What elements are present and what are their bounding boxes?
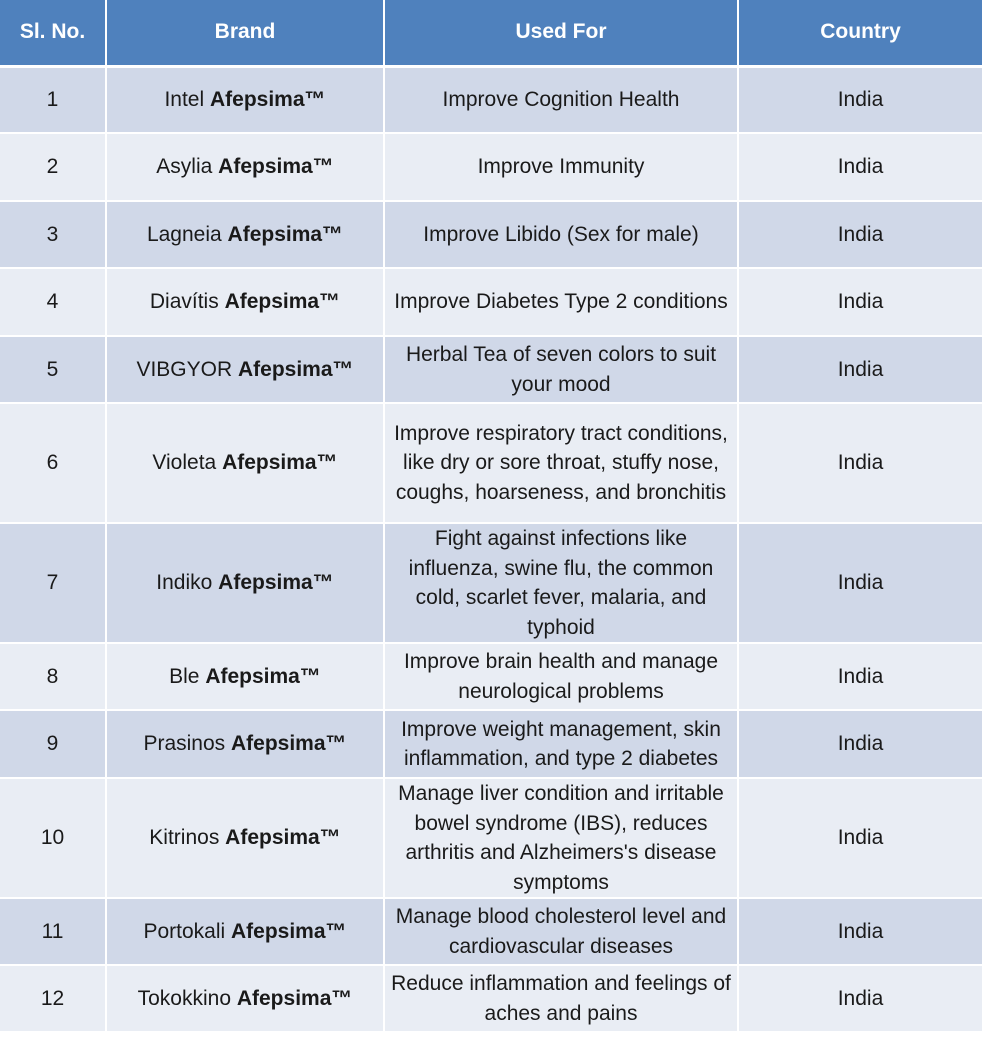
cell-sl-no: 7 [0, 523, 106, 643]
cell-country: India [738, 201, 982, 268]
cell-country: India [738, 66, 982, 133]
cell-sl-no: 2 [0, 133, 106, 201]
cell-used-for: Reduce inflammation and feelings of aches and pains [384, 965, 738, 1032]
cell-sl-no: 6 [0, 403, 106, 523]
cell-used-for: Herbal Tea of seven colors to suit your mood [384, 336, 738, 403]
cell-sl-no: 4 [0, 268, 106, 336]
cell-brand [106, 643, 384, 710]
cell-used-for: Manage liver condition and irritable bowel syndrome (IBS), reduces arthritis and Alzheimers's disease symptoms [384, 778, 738, 898]
brand-prefix: VIBGYOR [136, 357, 233, 381]
brand-prefix: Lagneia [146, 222, 222, 246]
brand-suffix: Afepsima™ [227, 222, 344, 246]
table-row [0, 523, 982, 643]
cell-brand [106, 965, 384, 1032]
table-row [0, 133, 982, 201]
table-row [0, 898, 982, 965]
cell-country: India [738, 403, 982, 523]
cell-brand [106, 898, 384, 965]
cell-brand [106, 133, 384, 201]
cell-brand [106, 336, 384, 403]
brand-suffix: Afepsima™ [224, 290, 341, 314]
cell-sl-no: 3 [0, 201, 106, 268]
brand-suffix: Afepsima™ [231, 732, 347, 756]
cell-sl-no: 11 [0, 898, 106, 965]
cell-sl-no: 1 [0, 66, 106, 133]
header-used-for: Used For [384, 0, 738, 66]
table-row [0, 710, 982, 778]
cell-sl-no: 5 [0, 336, 106, 403]
header-country: Country [738, 0, 982, 66]
table-row [0, 268, 982, 336]
cell-used-for: Improve Libido (Sex for male) [384, 201, 738, 268]
brand-prefix: Diavítis [149, 290, 219, 314]
cell-country: India [738, 778, 982, 898]
brand-prefix: Kitrinos [149, 826, 220, 850]
cell-brand [106, 523, 384, 643]
cell-used-for: Fight against infections like influenza, swine flu, the common cold, scarlet fever, malaria, and typhoid [384, 523, 738, 643]
cell-country: India [738, 523, 982, 643]
header-row [0, 0, 982, 66]
header-brand: Brand [106, 0, 384, 66]
table-row [0, 336, 982, 403]
cell-brand [106, 710, 384, 778]
cell-country: India [738, 898, 982, 965]
brand-suffix: Afepsima™ [210, 88, 326, 111]
cell-used-for: Improve brain health and manage neurological problems [384, 643, 738, 710]
cell-sl-no: 8 [0, 643, 106, 710]
cell-country: India [738, 965, 982, 1032]
cell-country: India [738, 336, 982, 403]
brand-prefix: Prasinos [143, 732, 226, 756]
cell-sl-no: 10 [0, 778, 106, 898]
brand-suffix: Afepsima™ [236, 986, 353, 1010]
cell-brand [106, 268, 384, 336]
brand-prefix: Indiko [156, 571, 213, 595]
table-row [0, 201, 982, 268]
table-row [0, 403, 982, 523]
cell-brand [106, 201, 384, 268]
cell-used-for: Improve Diabetes Type 2 conditions [384, 268, 738, 336]
cell-used-for: Improve Immunity [384, 133, 738, 201]
brand-suffix: Afepsima™ [238, 357, 354, 381]
cell-used-for: Improve Cognition Health [384, 66, 738, 133]
brand-suffix: Afepsima™ [218, 155, 334, 179]
table-row [0, 965, 982, 1032]
table-row [0, 778, 982, 898]
cell-brand [106, 403, 384, 523]
brand-suffix: Afepsima™ [225, 826, 341, 850]
brand-suffix: Afepsima™ [222, 451, 338, 475]
cell-brand [106, 778, 384, 898]
brand-prefix: Tokokkino [137, 986, 231, 1010]
brand-prefix: Asylia [156, 155, 213, 179]
cell-country: India [738, 133, 982, 201]
brand-prefix: Portokali [143, 919, 226, 943]
cell-sl-no: 9 [0, 710, 106, 778]
cell-used-for: Improve respiratory tract conditions, like dry or sore throat, stuffy nose, coughs, hoarseness, and bronchitis [384, 403, 738, 523]
cell-country: India [738, 643, 982, 710]
cell-brand [106, 66, 384, 133]
cell-used-for: Manage blood cholesterol level and cardiovascular diseases [384, 898, 738, 965]
cell-used-for: Improve weight management, skin inflammation, and type 2 diabetes [384, 710, 738, 778]
cell-sl-no: 12 [0, 965, 106, 1032]
table-row [0, 66, 982, 133]
cell-country: India [738, 268, 982, 336]
header-sl-no: Sl. No. [0, 0, 106, 66]
table-row [0, 643, 982, 710]
brand-prefix: Violeta [152, 451, 217, 475]
brand-suffix: Afepsima™ [205, 664, 321, 688]
brand-prefix: Intel [164, 88, 205, 111]
brand-prefix: Ble [169, 664, 200, 688]
cell-country: India [738, 710, 982, 778]
brand-suffix: Afepsima™ [231, 919, 347, 943]
brand-suffix: Afepsima™ [218, 571, 334, 595]
